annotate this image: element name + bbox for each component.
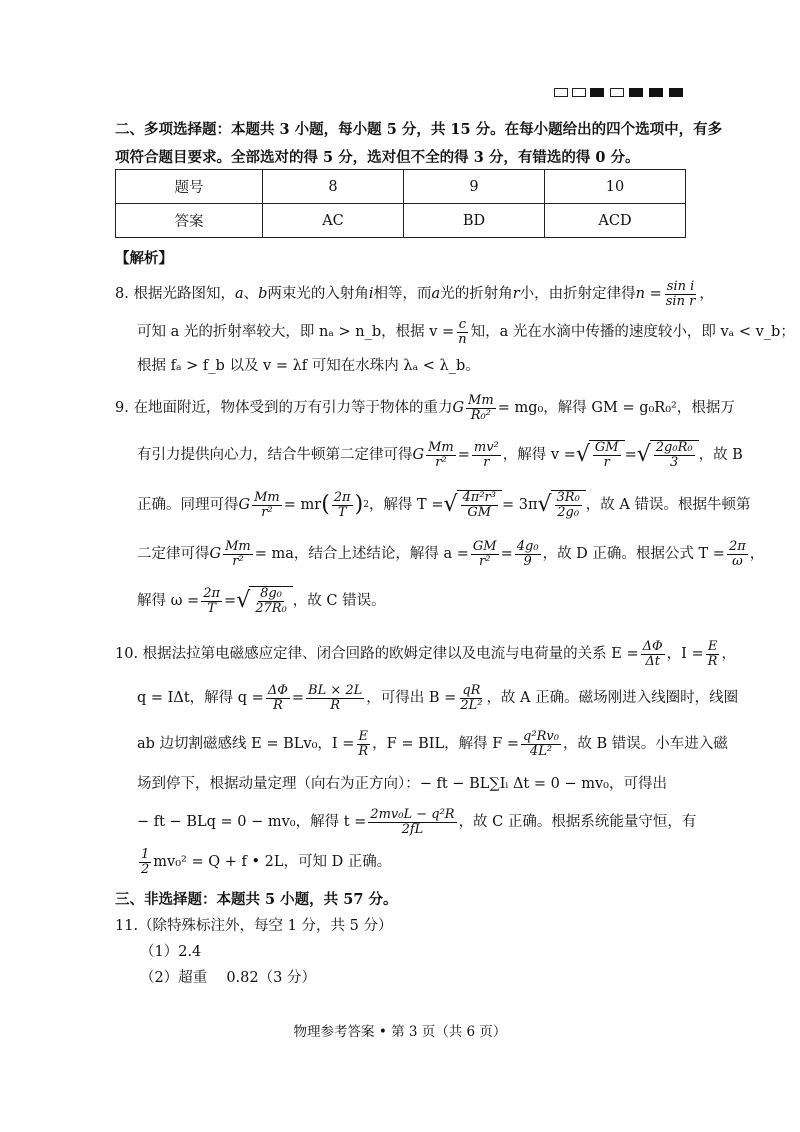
q10-text: q = IΔt，解得 q = [137,690,264,707]
frac-den: r [603,455,610,471]
mark-box-5 [629,88,643,97]
q8-text: 根据光路图知， [133,286,235,303]
q8-text: ， [699,286,714,303]
mark-box-4 [610,88,624,97]
q9-line4: 二定律可得 G $\frac{Mm}{\text{r²}}$ = ma，结合上述结论，解得 a = $\frac{GM}{\text{r²}}$ = $\frac{\text{4g₀}}{9}$ ，故 D 正确。根据公式 T = $\frac{2\pi}{\omega}$ ， [137,539,765,570]
answer-table [115,169,686,238]
fraction [223,540,253,570]
frac-num: 2π [203,585,221,601]
mark-box-7 [669,88,683,97]
frac-num: sin i [666,279,695,294]
frac-num: GM [472,539,497,554]
frac-den: 3 [670,455,679,471]
frac-den: r² [479,554,491,570]
frac-num: 4π²r³ [462,490,496,505]
frac-den: n [458,332,467,348]
q8-line2 [137,318,795,348]
q10-line6 [137,848,391,878]
frac-den: 2fL [401,822,424,838]
q9-text: ，故 D 正确。根据公式 T = [542,546,725,563]
table-row [116,204,686,238]
q9-text: = [500,546,513,563]
question-number: 8 [263,170,404,204]
frac-num: BL × 2L [308,683,363,698]
fraction [466,394,496,424]
q9-text: = [224,592,237,609]
q10-text: = [291,690,305,707]
frac-num: q²Rv₀ [523,729,559,744]
q9-line3: 正确。同理可得 G $\frac{Mm}{\text{r²}}$ = mr ( $\frac{2\pi}{T}$ ) 2 ，解得 T = √ $\frac{\text{4π²r³}}{GM}$ = 3π √ $\frac{\text{3R₀}}{\text{2g₀}}$ ，故 A 错误。根据牛顿第 [137,489,751,521]
q8-var: b [258,286,268,303]
q9-text: 在地面附近，物体受到的万有引力等于物体的重力 [133,400,453,417]
frac-den: sin r [665,294,696,310]
q9-text: ，解得 v = [502,446,576,463]
section3-heading: 三、非选择题：本题共 5 小题，共 57 分。 [115,891,398,908]
q8-solution [115,272,795,382]
q11-answer-1: （1）2.4 [140,944,202,960]
frac-den: r² [435,454,447,470]
frac-num: mv² [473,439,499,455]
q11-answer-2: （2）超重 0.82（3 分） [140,970,316,986]
frac-den: 4L² [529,744,553,760]
q10-text: 场到停下，根据动量定理（向右为正方向）：− ft − BL∑Iᵢ Δt = 0 − mv₀，可得出 [137,776,667,792]
fraction [472,441,501,471]
frac-den: 9 [523,554,532,570]
q10-line4 [137,776,667,793]
q8-var: a [234,286,244,303]
q9-text: = [624,446,637,463]
fraction [368,808,456,838]
q8-text: 小，由折射定律得 [519,286,636,303]
frac-den: 27R₀ [255,601,287,617]
snell-fraction [664,280,698,310]
fraction [521,730,561,760]
frac-num: 1 [141,847,150,862]
fraction [706,640,720,670]
q10-text: ，故 A 正确。磁场刚进入线圈时，线圈 [486,690,739,707]
fraction [306,684,364,714]
q11-number: 11. [115,918,139,934]
frac-den: R [707,654,718,670]
frac-num: 4g₀ [516,539,539,554]
frac-num: 3R₀ [556,490,580,505]
analysis-heading: 【解析】 [115,250,173,267]
q9-line1: 9. 在地面附近，物体受到的万有引力等于物体的重力 G $\frac{Mm}{\text{R₀²}}$ = mg₀，解得 GM = g₀R₀²，根据万 [115,393,735,424]
q9-text: 正确。同理可得 [137,496,239,513]
section2-line1: 二、多项选择题：本题共 3 小题，每小题 5 分，共 15 分。在每小题给出的四个选项中，有多 [115,121,723,138]
q8-number: 8. [115,286,129,303]
q10-text: mv₀² = Q + f • 2L，可知 D 正确。 [153,854,392,871]
answer-cell: ACD [545,204,686,238]
q10-text: − ft − BLq = 0 − mv₀，解得 t = [137,814,367,831]
frac-num: GM [594,440,619,455]
frac-den: R [330,698,341,714]
q8-var: a [431,286,441,303]
answer-cell: BD [404,204,545,238]
q8-text: 两束光的入射角 [267,286,369,303]
frac-den: R [358,744,369,760]
q10-line1 [115,640,736,670]
fraction [332,491,353,521]
frac-num: qR [462,683,481,698]
fraction [266,684,290,714]
frac-den: R [272,698,283,714]
fraction [456,318,468,348]
q10-text: ， [721,646,736,663]
q10-text: ，可得出 B = [366,690,457,707]
q10-text: ab 边切割磁感线 E = BLv₀，I = [137,736,355,753]
q9-text: 解得 ω = [137,592,200,609]
q9-line5 [137,586,386,617]
row-label-number: 题号 [116,170,263,204]
frac-num: Mm [428,439,454,455]
q9-text: ，解得 T = [368,496,444,513]
mark-box-3 [590,88,604,97]
frac-num: 8g₀ [260,586,282,601]
q8-var: i [368,286,374,303]
frac-den: 2L² [460,698,483,714]
q9-text: ， [749,546,765,563]
q8-text: 相等，而 [373,286,432,303]
q10-line3 [137,730,728,760]
q11-note: （除特殊标注外，每空 1 分，共 5 分） [138,918,393,934]
q9-text: = [457,446,470,463]
q8-text: 知，a 光在水滴中传播的速度较小，即 vₐ < v_b； [470,324,795,341]
q9-text: 二定律可得 [137,546,210,563]
frac-den: R₀² [470,408,491,424]
sqrt: √ $\frac{\text{8g₀}}{\text{27R₀}}$ [236,586,293,617]
mark-box-1 [554,88,568,97]
q8-text: 可知 a 光的折射率较大，即 nₐ > n_b，根据 v = [137,324,455,341]
fraction [356,730,370,760]
mark-box-2 [572,88,586,97]
q9-number: 9. [115,400,129,417]
frac-num: 2π [333,489,351,505]
q8-text: 、 [243,286,259,303]
q8-line1: 8. 根据光路图知， a 、 b 两束光的入射角 i 相等，而 a 光的折射角 r 小，由折射定律得 n = $\frac{\text{sin i}}{\text{sin r}}$ ， [115,279,714,310]
frac-den: T [207,600,216,616]
q8-line3 [137,358,480,375]
q8-var: n [635,286,645,303]
fraction [139,848,151,878]
q9-text: = mr [283,496,322,513]
frac-num: E [358,729,369,744]
q9-text: 有引力提供向心力，结合牛顿第二定律可得 [137,446,413,463]
q8-text: 光的折射角 [440,286,513,303]
q10-line5 [137,808,696,838]
sqrt: √ $\frac{\text{4π²r³}}{GM}$ [443,490,501,521]
q8-var: r [512,286,520,303]
frac-num: E [707,639,718,654]
q10-text: ，I = [666,646,704,663]
row-label-answer: 答案 [116,204,263,238]
frac-num: ΔΦ [267,683,288,698]
q10-text: ，故 B 错误。小车进入磁 [562,736,728,753]
q9-text: ，故 C 错误。 [292,592,386,609]
fraction [641,640,665,670]
q9-text: ，故 B [698,446,743,463]
frac-den: GM [467,505,492,521]
q9-text: = ma，结合上述结论，解得 a = [254,546,469,563]
frac-num: Mm [468,393,494,408]
fraction [727,540,748,570]
q10-number: 10. [115,646,139,663]
question-number: 9 [404,170,545,204]
mark-box-6 [649,88,663,97]
fraction [458,684,484,714]
q9-text: = mg₀，解得 GM = g₀R₀²，根据万 [497,400,735,417]
q11-line [115,914,392,935]
frac-den: T [337,504,347,520]
frac-num: 2mv₀L − q²R [370,807,455,822]
fraction [252,491,282,521]
q10-text: 根据法拉第电磁感应定律、闭合回路的欧姆定律以及电流与电荷量的关系 E = [142,646,639,663]
sqrt: √ $\frac{GM}{r}$ [576,440,625,471]
q10-text: ，F = BIL，解得 F = [372,736,520,753]
q9-text: ，故 A 错误。根据牛顿第 [585,496,751,513]
page-footer: 物理参考答案 • 第 3 页（共 6 页） [293,1024,507,1040]
fraction [515,540,541,570]
frac-den: ω [732,554,743,570]
q9-text: = 3π [501,496,538,513]
frac-den: r² [261,504,273,520]
fraction [471,540,499,570]
q8-text: 根据 fₐ > f_b 以及 v = λf 可知在水珠内 λₐ < λ_b。 [137,358,480,374]
frac-num: Mm [254,489,280,505]
frac-num: 2π [728,539,746,554]
q9-line2: 有引力提供向心力，结合牛顿第二定律可得 G $\frac{Mm}{\text{r²}}$ = $\frac{\text{mv²}}{r}$ ，解得 v = √ $\frac{GM}{r}$ = √ $\frac{\text{2g₀R₀}}{3}$ ，故 B [137,439,743,471]
q10-solution [115,639,739,880]
frac-num: 2g₀R₀ [655,440,693,455]
frac-den: Δt [645,654,660,670]
frac-num: Mm [225,539,251,554]
section2-line2: 项符合题目要求。全部选对的得 5 分，选对但不全的得 3 分，有错选的得 0 分。 [115,149,640,166]
sqrt: √ $\frac{\text{2g₀R₀}}{3}$ [637,440,699,471]
table-row [116,170,686,204]
question-number: 10 [545,170,686,204]
frac-den: 2g₀ [557,505,580,521]
answer-cell: AC [263,204,404,238]
frac-num: c [458,317,467,332]
q10-line2 [137,684,738,714]
q10-text: ，故 C 正确。根据系统能量守恒，有 [458,814,697,831]
sqrt: √ $\frac{\text{3R₀}}{\text{2g₀}}$ [537,490,585,521]
frac-den: r² [232,554,244,570]
frac-num: ΔΦ [642,639,663,654]
frac-den: 2 [141,862,150,878]
frac-den: r [483,454,490,470]
fraction [426,441,456,471]
fraction [201,587,222,617]
